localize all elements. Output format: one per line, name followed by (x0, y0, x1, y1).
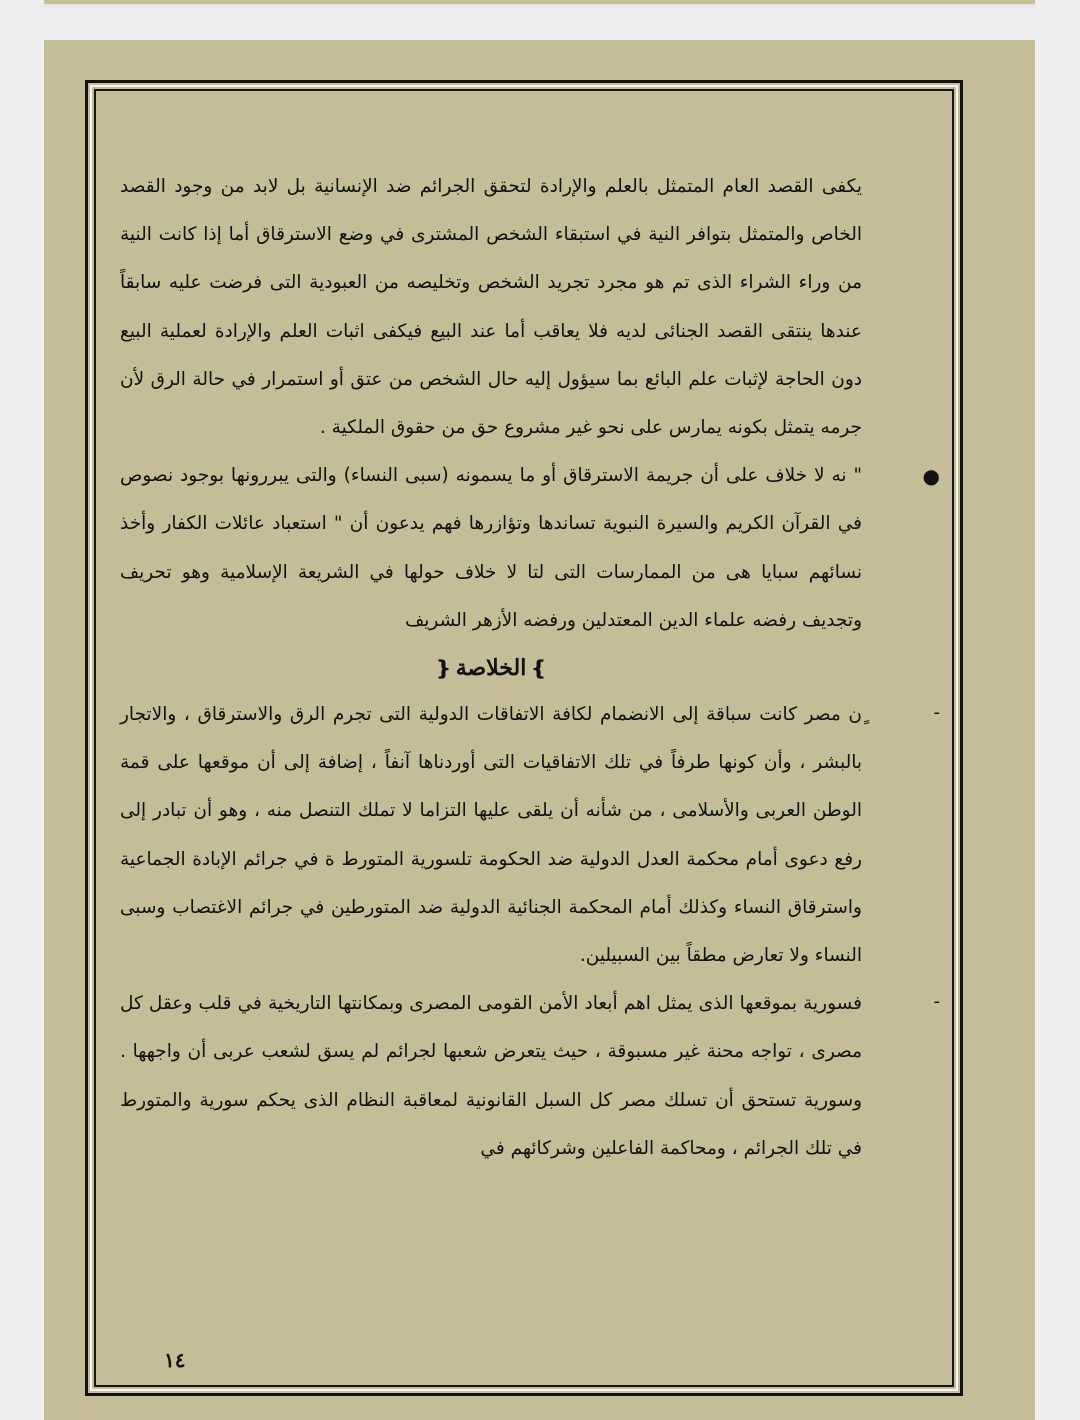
conclusion-text: ٍن مصر كانت سباقة إلى الانضمام لكافة الاتفاقات الدولية التى تجرم الرق والاسترقاق ، والاتجار بالبشر ، وأن كونها طرفاً في تلك الاتفاقيات التى أوردناها آنفاً ، إضافة إلى أن موقعها على قمة الوطن العربى والأسلامى ، من شأنه أن يلقى عليها التزاما لا تملك التنصل منه ، وهو أن تبادر إلى رفع دعوى أمام محكمة العدل الدولية ضد الحكومة تلسورية المتورط ة في جرائم الإبادة الجماعية واسترقاق النساء وكذلك أمام المحكمة الجنائية الدولية ضد المتورطين في جرائم الاغتصاب وسبى النساء ولا تعارض مطقاً بين السبيلين. (120, 704, 862, 967)
bullet-icon: ● (922, 464, 940, 489)
dash-bullet-icon: - (933, 991, 940, 1013)
dash-bullet-icon: - (933, 702, 940, 724)
section-heading (120, 645, 862, 691)
paragraph: يكفى القصد العام المتمثل بالعلم والإرادة لتحقق الجرائم ضد الإنسانية بل لابد من وجود القصد الخاص والمتمثل بتوافر النية في استبقاء الشخص المشترى في وضع الاسترقاق أما إذا كانت النية من وراء الشراء الذى تم هو مجرد تجريد الشخص وتخليصه من العبودية التى فرضت عليه سابقاً عندها ينتقى القصد الجنائى لديه فلا يعاقب أما عند البيع فيكفى اثبات العلم والإرادة لعملية البيع دون الحاجة لإثبات علم البائع بما سيؤول إليه حال الشخص من عتق أو استمرار في حالة الرق لأن جرمه يتمثل بكونه يمارس على نحو غير مشروع حق من حقوق الملكية . (120, 176, 862, 439)
conclusion-text: فسورية بموقعها الذى يمثل اهم أبعاد الأمن القومى المصرى وبمكانتها التاريخية في قلب وعقل كل مصرى ، تواجه محنة غير مسبوقة ، حيث يتعرض شعبها لجرائم لم يسق لشعب عربى أن واجهها . وسورية تستحق أن تسلك مصر كل السبل القانونية لمعاقبة النظام الذى يحكم سورية والمتورط في تلك الجرائم ، ومحاكمة الفاعلين وشركائهم في (120, 993, 862, 1159)
bullet-list-item (120, 452, 940, 645)
section-heading-title: الخلاصة (455, 655, 527, 682)
page-number: ١٤ (164, 1348, 186, 1372)
bullet-text: " نه لا خلاف على أن جريمة الاسترقاق أو ما يسمونه (سبى النساء) والتى يبررونها بوجود نصوص في القرآن الكريم والسيرة النبوية تساندها وتؤازرها فهم يدعون أن " استعباد عائلات الكفار وأخذ نسائهم سبايا هى من الممارسات التى لتا لا خلاف حولها في الشريعة الإسلامية وهو تحريف وتجديف رفضه علماء الدين المعتدلين ورفضه الأزهر الشريف (120, 465, 862, 631)
previous-page-edge (44, 0, 1035, 4)
ornament-bracket-icon: ❴ (434, 656, 452, 681)
conclusion-item (120, 980, 940, 1173)
ornament-bracket-icon: ❵ (530, 656, 548, 681)
conclusion-item (120, 691, 940, 980)
document-body (120, 163, 940, 1173)
